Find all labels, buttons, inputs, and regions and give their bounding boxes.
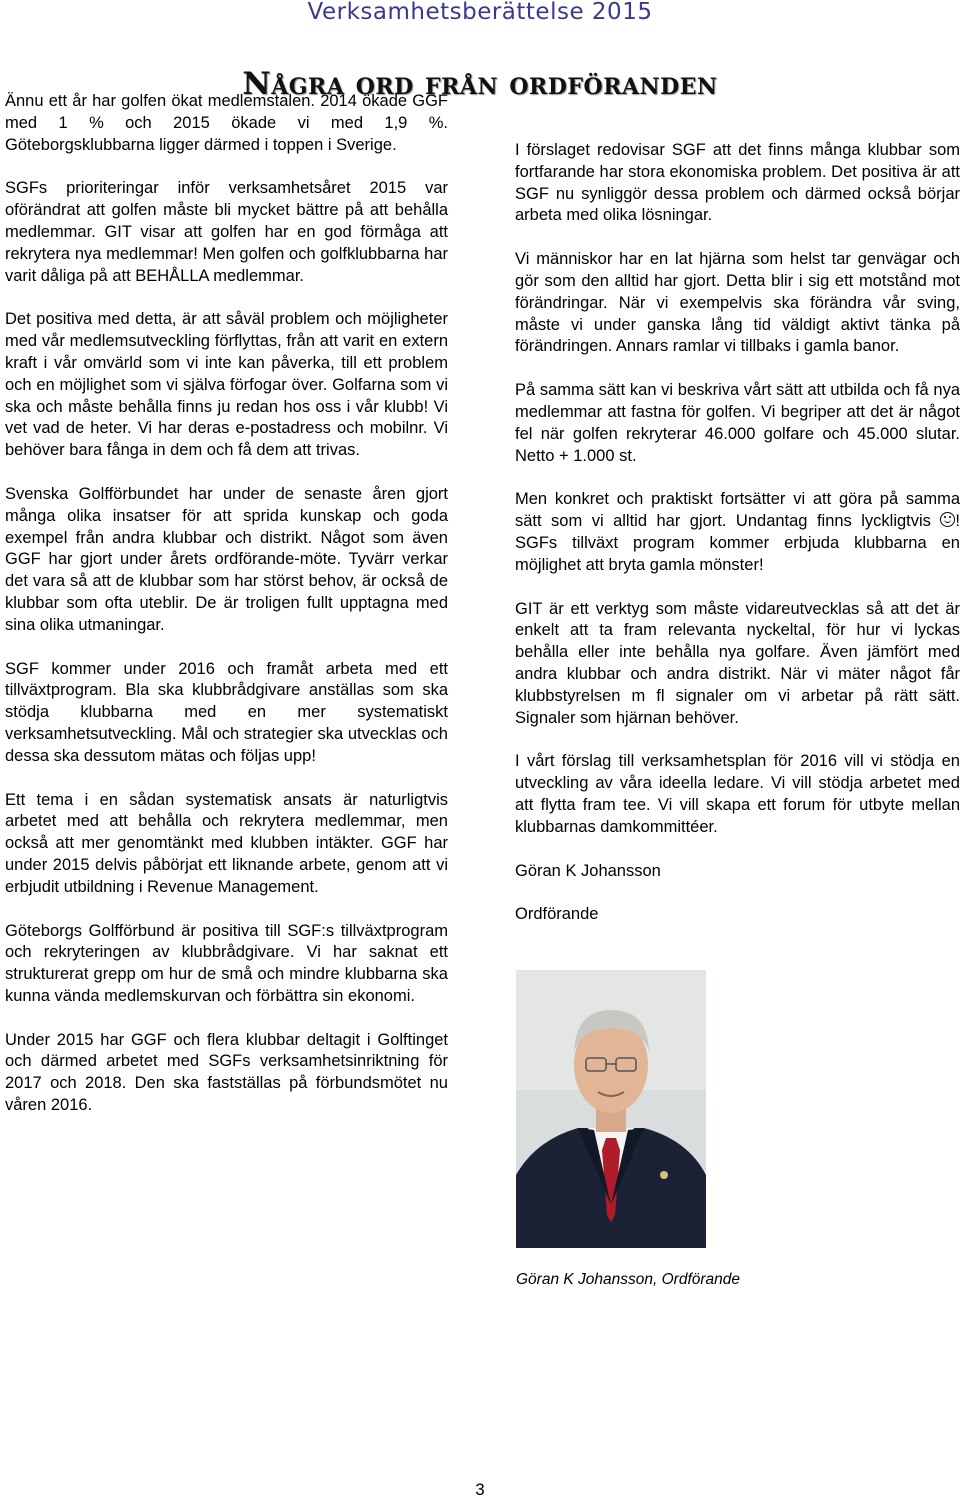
paragraph: Ett tema i en sådan systematisk ansats är naturligtvis arbetet med att behålla och rekrytera medlemmar, men också att mer genomtänkt med klubben intäkter. GGF har under 2015 delvis påbörjat ett liknande arbete, genom att vi erbjudit utbildning i Revenue Management. (5, 790, 448, 896)
paragraph-text: Men konkret och praktiskt fortsätter vi att göra på samma sätt som vi alltid har gjort. Undantag finns lyckligtvis (515, 490, 960, 531)
paragraph: SGFs prioriteringar inför verksamhetsåret 2015 var oförändrat att golfen måste bli mycket bättre på att behålla medlemmar. GIT visar att golfen har en god förmåga att rekrytera nya medlemmar! Men golfen och golfklubbarna har varit dåliga på att BEHÅLLA medlemmar. (5, 179, 448, 285)
document-header: Verksamhetsberättelse 2015 (307, 0, 653, 25)
paragraph (515, 489, 960, 576)
paragraph: I förslaget redovisar SGF att det finns många klubbar som fortfarande har stora ekonomiska problem. Det positiva är att SGF nu synliggör dessa problem och därmed också börjar arbeta med olika lösningar. (515, 141, 960, 225)
paragraph: GIT är ett verktyg som måste vidareutvecklas så att det är enkelt att ta fram relevanta nyckeltal, för hur vi lyckas behålla eller inte behålla nya golfare. Även jämfört med andra klubbar och andra distrikt. När vi mäter något får klubbstyrelsen m fl signaler om vi arbetar på rätt sätt. Signaler som hjärnan behöver. (515, 599, 960, 727)
page-number: 3 (475, 1480, 485, 1499)
paragraph: Ännu ett år har golfen ökat medlemstalen. 2014 ökade GGF med 1 % och 2015 ökade vi med 1,9 %. Göteborgsklubbarna ligger därmed i toppen i Sverige. (5, 92, 448, 154)
paragraph: Det positiva med detta, är att såväl problem och möjligheter med vår medlemsutveckling förflyttas, från att varit en extern kraft i vår omvärld som vi inte kan påverka, till ett problem och en möjlighet som vi själva förfogar över. Golfarna som vi ska och måste behålla finns ju redan hos oss i vår klubb! Vi vet vad de heter. Vi har deras e-postadress och mobilnr. Vi behöver bara fånga in dem och få dem att trivas. (5, 310, 448, 460)
paragraph: Under 2015 har GGF och flera klubbar deltagit i Golftinget och därmed arbetet med SGFs verksamhetsinriktning för 2017 och 2018. Den ska fastställas på förbundsmötet nu våren 2016. (5, 1030, 448, 1115)
paragraph: Vi människor har en lat hjärna som helst tar genvägar och gör som den alltid har gjort. Detta blir i sig ett motstånd mot förändringar. När vi exempelvis ska förändra vår sving, måste vi under ganska lång tid väldigt aktivt tänka på förändringen. Annars ramlar vi tillbaks i gamla banor. (515, 250, 960, 356)
signature-name: Göran K Johansson (515, 861, 661, 880)
smiley-icon (940, 512, 955, 527)
paragraph: SGF kommer under 2016 och framåt arbeta med ett tillväxtprogram. Bla ska klubbrådgivare anställas som ska stödja klubbarna med en mer systematiskt verksamhetsutveckling. Mål och strategier ska utvecklas och dessa ska dessutom mätas och följas upp! (5, 659, 448, 765)
portrait-photo (516, 970, 706, 1248)
paragraph: Göteborgs Golfförbund är positiva till SGF:s tillväxtprogram och rekryteringen av klubbrådgivare. Vi har saknat ett strukturerat grepp om hur de små och mindre klubbarna ska kunna vända medlemskurvan och förbättra sin ekonomi. (5, 921, 448, 1005)
photo-caption: Göran K Johansson, Ordförande (516, 1271, 741, 1288)
signature-title: Ordförande (515, 905, 599, 924)
paragraph-text: ! SGFs tillväxt program kommer erbjuda klubbarna en möjlighet att bryta gamla mönster! (515, 512, 960, 574)
portrait-illustration (516, 970, 706, 1248)
paragraph: Svenska Golfförbundet har under de senaste åren gjort många olika insatser för att sprida kunskap och goda exempel från andra klubbar och distrikt. Något som även GGF har gjort under årets ordförande-möte. Tyvärr verkar det vara så att de klubbar som har störst behov, är också de klubbar som ofta uteblir. De är troligen fullt upptagna med sina olika utmaningar. (5, 484, 448, 634)
page-title: Några ord från ordföranden (242, 66, 718, 102)
left-column (5, 91, 448, 1139)
right-column (515, 140, 960, 948)
paragraph: På samma sätt kan vi beskriva vårt sätt att utbilda och få nya medlemmar att fastna för golfen. Vi begriper att det är något fel när golfen rekryterar 46.000 golfare och 45.000 slutar. Netto + 1.000 st. (515, 381, 960, 465)
paragraph: I vårt förslag till verksamhetsplan för 2016 vill vi stödja en utveckling av våra ideella ledare. Vi vill stödja arbetet med att flytta fram tee. Vi vill skapa ett forum för utbyte mellan klubbarnas damkommittéer. (515, 752, 960, 836)
